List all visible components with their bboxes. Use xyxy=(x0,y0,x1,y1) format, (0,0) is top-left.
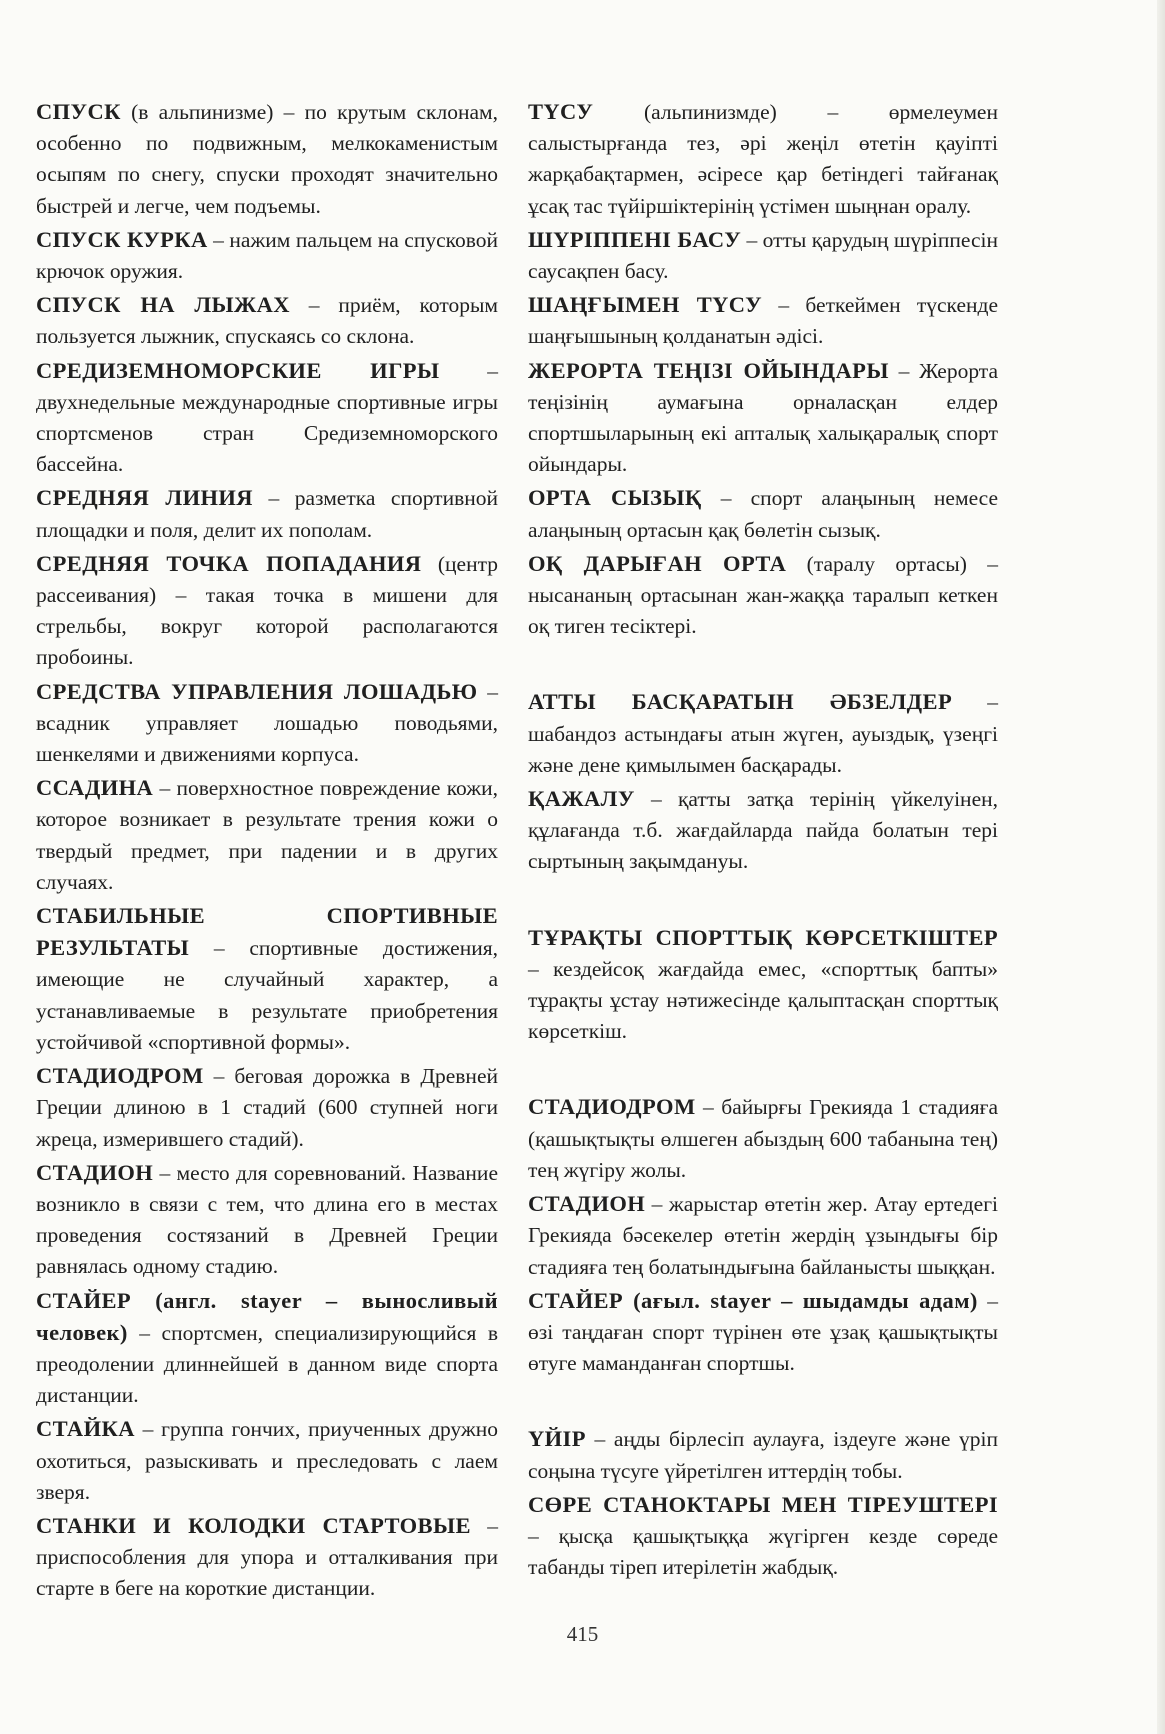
entry-definition: – өзі таңдаған спорт түрінен өте ұзақ қашықтықты өтуге маманданған спортшы. xyxy=(528,1288,998,1376)
entry-kk-0 xyxy=(528,96,998,222)
entry-ru-0 xyxy=(36,96,498,222)
entry-definition: – нажим пальцем на спусковой крючок оружия. xyxy=(36,227,498,284)
entry-ru-3 xyxy=(36,355,498,481)
entry-term: СПУСК xyxy=(36,99,121,124)
entry-ru-2 xyxy=(36,289,498,352)
entry-term: СРЕДНЯЯ ТОЧКА ПОПАДАНИЯ xyxy=(36,550,422,576)
entry-term: СРЕДИЗЕМНОМОРСКИЕ ИГРЫ xyxy=(36,357,440,383)
entry-definition: (таралу ортасы) – нысананың ортасынан жан-жаққа таралып кеткен оқ тиген тесіктері. xyxy=(528,551,998,639)
entry-ru-7 xyxy=(36,772,498,898)
entry-term: ОҚ ДАРЫҒАН ОРТА xyxy=(528,550,787,576)
entry-term: СӨРЕ СТАНОКТАРЫ МЕН ТІРЕУШТЕРІ xyxy=(528,1491,998,1517)
entry-kk-9 xyxy=(528,1091,998,1186)
entry-definition: – поверхностное повреждение кожи, которое возникает в результате трения кожи о твердый предмет, при падении и в других случаях. xyxy=(36,776,498,894)
entry-definition: – спорт алаңының немесе алаңының ортасын қақ бөлетін сызық. xyxy=(528,486,998,542)
entry-term: СТАНКИ И КОЛОДКИ СТАРТОВЫЕ xyxy=(36,1512,471,1538)
entry-term: СТАДИОДРОМ xyxy=(528,1094,696,1120)
entry-definition: – приём, которым пользуется лыжник, спускаясь со склона. xyxy=(36,293,498,349)
entry-term: ҚАЖАЛУ xyxy=(528,786,635,812)
entry-term: СТАЙКА xyxy=(36,1416,135,1442)
entry-definition: – қысқа қашықтыққа жүгірген кезде сөреде табанды тіреп итерілетін жабдық. xyxy=(528,1523,998,1580)
entry-ru-4 xyxy=(36,482,498,545)
entry-term: ШАҢҒЫМЕН ТҮСУ xyxy=(528,292,763,318)
entry-definition: – спортивные достижения, имеющие не случайный характер, а устанавливаемые в результате приобретения устойчивой «спортивной формы». xyxy=(36,936,498,1054)
entry-definition: – разметка спортивной площадки и поля, делит их пополам. xyxy=(36,486,498,542)
entry-kk-3 xyxy=(528,355,998,481)
entry-term: СРЕДНЯЯ ЛИНИЯ xyxy=(36,485,253,511)
entry-kk-2 xyxy=(528,289,998,352)
entry-definition: (центр рассеивания) – такая точка в мишени для стрельбы, вокруг которой располагаются пробоины. xyxy=(36,551,499,670)
entry-definition: – байырғы Грекияда 1 стадияға (қашықтықты өлшеген абыздың 600 табанына тең) тең жүгіру жолы. xyxy=(528,1095,998,1182)
entry-term: ТҮСУ xyxy=(528,99,594,124)
entry-ru-10 xyxy=(36,1157,498,1283)
entry-term: ССАДИНА xyxy=(36,775,154,801)
entry-ru-5 xyxy=(36,548,498,674)
entry-definition: – жарыстар өтетін жер. Атау ертедегі Грекияда бәсекелер өтетін жердің ұзындығы бір стадияға тең болатындығына байланысты шыққан. xyxy=(528,1192,998,1279)
entry-kk-11 xyxy=(528,1285,998,1380)
entry-kk-7 xyxy=(528,783,998,878)
entry-ru-8 xyxy=(36,900,498,1058)
entry-kk-5 xyxy=(528,548,998,643)
entry-term: АТТЫ БАСҚАРАТЫН ӘБЗЕЛДЕР xyxy=(528,689,953,715)
page-edge xyxy=(1157,0,1165,1734)
entry-term: СТАДИОН xyxy=(36,1159,154,1185)
entry-kk-10 xyxy=(528,1188,998,1283)
entry-term: СРЕДСТВА УПРАВЛЕНИЯ ЛОШАДЬЮ xyxy=(36,678,478,704)
entry-definition: – қатты затқа терінің үйкелуінен, құлағанда т.б. жағдайларда пайда болатын тері сыртының зақымдануы. xyxy=(528,787,998,874)
entry-kk-13 xyxy=(528,1489,998,1584)
entry-term: ТҰРАҚТЫ СПОРТТЫҚ КӨРСЕТКІШТЕР xyxy=(528,924,998,950)
entry-kk-8 xyxy=(528,922,998,1048)
entry-kk-1 xyxy=(528,224,998,287)
entry-definition: – место для соревнований. Название возникло в связи с тем, что длина его в местах проведения состязаний в Древней Греции равнялась одному стадию. xyxy=(36,1160,498,1279)
entry-definition: – группа гончих, приученных дружно охотиться, разыскивать и преследовать с лаем зверя. xyxy=(36,1417,498,1504)
page-number: 415 xyxy=(566,1622,599,1646)
entry-kk-12 xyxy=(528,1423,998,1486)
entry-ru-6 xyxy=(36,676,498,771)
entry-kk-6 xyxy=(528,686,998,781)
entry-term: СТАЙЕР (англ. stayer – выносливый человек) xyxy=(36,1287,498,1345)
entry-definition: (альпинизмде) – өрмелеумен салыстырғанда тез, әрі жеңіл өтетін қауіпті жарқабақтармен, әсіресе қар бетіндегі тайғанақ ұсақ тас түйіршіктерінің үстімен шыңнан оралу. xyxy=(528,100,998,218)
entry-term: СТАДИОДРОМ xyxy=(36,1063,204,1089)
entry-ru-13 xyxy=(36,1510,498,1605)
entry-term: ОРТА СЫЗЫҚ xyxy=(528,485,702,511)
entry-ru-12 xyxy=(36,1413,498,1508)
entry-definition: – спортсмен, специализирующийся в преодолении длиннейшей в данном виде спорта дистанции. xyxy=(36,1320,498,1408)
right-column-kazakh xyxy=(528,96,998,1585)
entry-definition: – шабандоз астындағы атын жүген, ауыздық, үзеңгі және дене қимылымен басқарады. xyxy=(528,690,998,777)
entry-term: ШҮРІППЕНІ БАСУ xyxy=(528,226,742,252)
left-column-russian xyxy=(36,96,498,1607)
entry-kk-4 xyxy=(528,482,998,545)
entry-definition: – приспособления для упора и отталкивания при старте в беге на короткие дистанции. xyxy=(36,1513,499,1601)
entry-definition: – аңды бірлесіп аулауға, іздеуге және үріп соңына түсуге үйретілген иттердің тобы. xyxy=(528,1427,998,1483)
entry-definition: – беговая дорожка в Древней Греции длиною в 1 стадий (600 ступней ноги жреца, измерившего стадий). xyxy=(36,1064,498,1151)
entry-term: СТАЙЕР (ағыл. stayer – шыдамды адам) xyxy=(528,1287,978,1313)
entry-term: СТАБИЛЬНЫЕ СПОРТИВНЫЕ РЕЗУЛЬТАТЫ xyxy=(36,903,498,961)
entry-definition: (в альпинизме) – по крутым склонам, особенно по подвижным, мелкокаменистым осыпям по снегу, спуски проходят значительно быстрей и легче, чем подъемы. xyxy=(36,100,498,218)
entry-ru-9 xyxy=(36,1060,498,1155)
entry-term: ЖЕРОРТА ТЕҢІЗІ ОЙЫНДАРЫ xyxy=(528,357,889,383)
entry-ru-1 xyxy=(36,224,498,287)
entry-definition: – Жерорта теңізінің аумағына орналасқан елдер спортшыларының екі апталық халықаралық спорт ойындары. xyxy=(528,358,998,477)
entry-definition: – беткеймен түскенде шаңғышының қолданатын әдісі. xyxy=(528,293,998,349)
entry-term: СПУСК КУРКА xyxy=(36,226,208,252)
entry-term: ҮЙІР xyxy=(528,1426,586,1452)
entry-definition: – двухнедельные международные спортивные игры спортсменов стран Средиземноморского бассейна. xyxy=(36,358,499,477)
entry-definition: – кездейсоқ жағдайда емес, «спорттық бапты» тұрақты ұстау нәтижесінде қалыптасқан спорттық көрсеткіш. xyxy=(528,956,998,1044)
entry-term: СТАДИОН xyxy=(528,1191,646,1217)
entry-ru-11 xyxy=(36,1285,498,1412)
entry-definition: – отты қарудың шүріппесін саусақпен басу. xyxy=(528,227,999,284)
entry-definition: – всадник управляет лошадью поводьями, шенкелями и движениями корпуса. xyxy=(36,679,498,767)
entry-term: СПУСК НА ЛЫЖАХ xyxy=(36,292,290,318)
